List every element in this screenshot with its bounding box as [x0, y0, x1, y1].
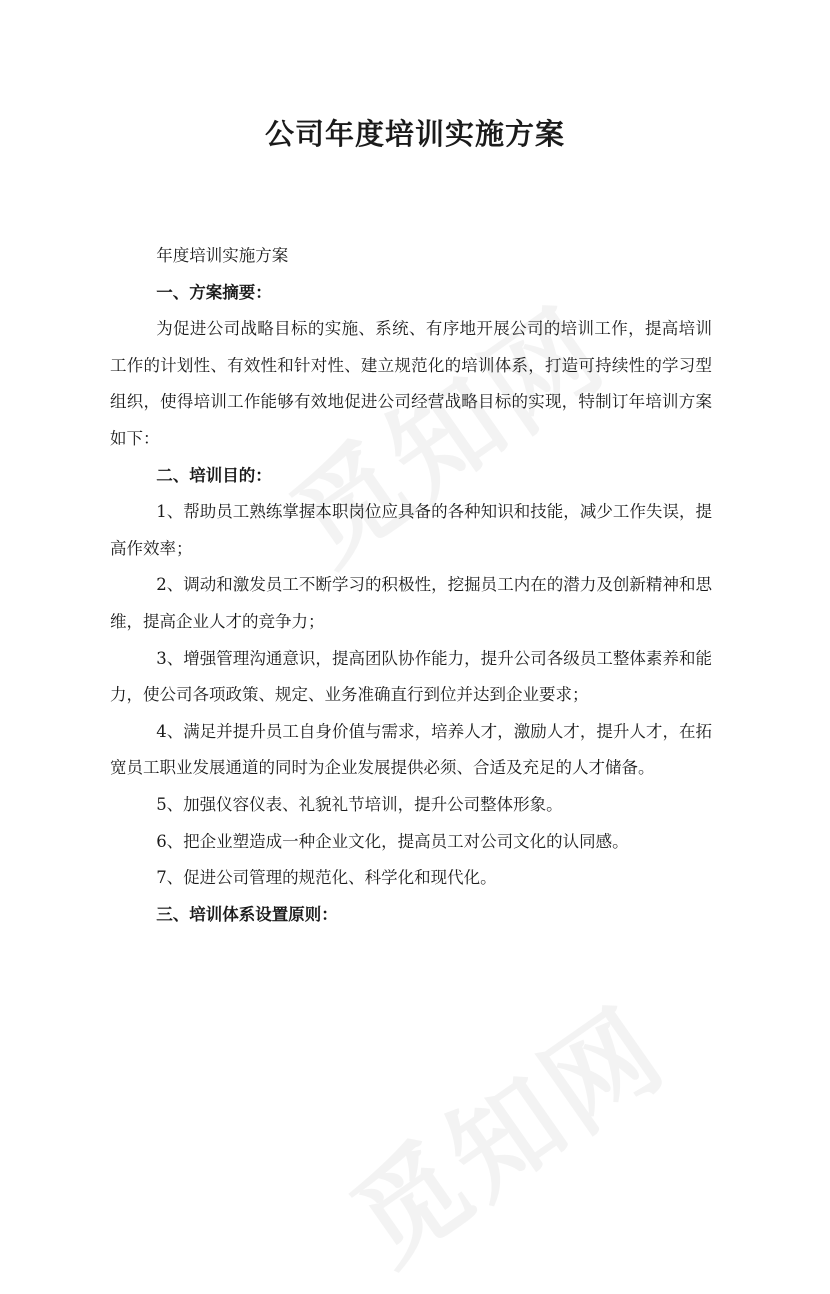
purpose-item-4: 4、满足并提升员工自身价值与需求，培养人才，激励人才，提升人才，在拓宽员工职业发展通道的同时为企业发展提供必须、合适及充足的人才储备。	[110, 721, 712, 778]
purpose-item-7: 7、促进公司管理的规范化、科学化和现代化。	[156, 868, 497, 888]
section-heading-purpose: 二、培训目的：	[156, 465, 272, 485]
section-heading-principles: 三、培训体系设置原则：	[156, 904, 338, 924]
purpose-item-1: 1、帮助员工熟练掌握本职岗位应具备的各种知识和技能，减少工作失误，提高作效率；	[110, 502, 712, 558]
summary-paragraph: 为促进公司战略目标的实施、系统、有序地开展公司的培训工作，提高培训工作的计划性、有效性和针对性、建立规范化的培训体系，打造可持续性的学习型组织，使得培训工作能够有效地促进公司经营战略目标的实现，特制订年培训方案如下：	[110, 319, 712, 448]
document-body	[110, 238, 712, 933]
purpose-item-2: 2、调动和激发员工不断学习的积极性，挖掘员工内在的潜力及创新精神和思维，提高企业人才的竞争力；	[110, 575, 712, 631]
purpose-item-3: 3、增强管理沟通意识，提高团队协作能力，提升公司各级员工整体素养和能力，使公司各项政策、规定、业务准确直行到位并达到企业要求；	[110, 648, 712, 705]
purpose-item-5: 5、加强仪容仪表、礼貌礼节培训，提升公司整体形象。	[156, 794, 563, 814]
page-title: 公司年度培训实施方案	[264, 117, 565, 151]
purpose-item-6: 6、把企业塑造成一种企业文化，提高员工对公司文化的认同感。	[156, 831, 629, 851]
subtitle-paragraph: 年度培训实施方案	[156, 246, 289, 265]
watermark	[316, 964, 692, 1293]
section-heading-summary: 一、方案摘要：	[156, 282, 272, 302]
